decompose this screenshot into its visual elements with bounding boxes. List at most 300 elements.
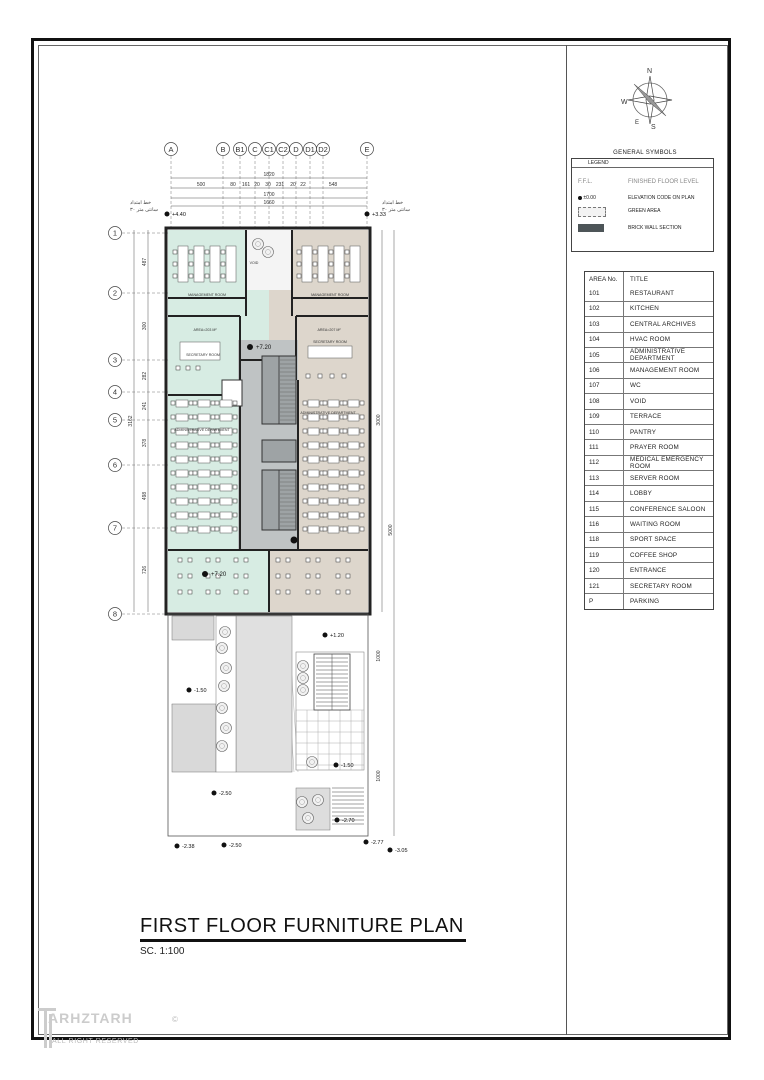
tree-symbol (303, 813, 314, 824)
chair (173, 274, 177, 278)
top-courtyard (246, 230, 292, 290)
desk (348, 442, 359, 449)
chair (189, 250, 193, 254)
chair (189, 527, 193, 531)
chair (205, 274, 209, 278)
chair (171, 527, 175, 531)
axis-bubble-3 (109, 354, 169, 367)
chair (323, 457, 327, 461)
chair (171, 401, 175, 405)
chair (360, 429, 364, 433)
chair (342, 374, 346, 378)
axis-bubble-8 (109, 608, 169, 621)
desk (176, 414, 188, 421)
dim-top-1: 500 (196, 182, 206, 188)
chair (178, 590, 182, 594)
chair (189, 485, 193, 489)
label-admin-right: ADMINISTRATIVE DEPARTMENT (300, 411, 356, 415)
chair (171, 415, 175, 419)
header-title: TITLE (630, 275, 649, 283)
chair (360, 401, 364, 405)
chair (189, 401, 193, 405)
svg-text:3000: 3000 (376, 414, 382, 426)
chair (221, 262, 225, 266)
chair (286, 590, 290, 594)
desk (220, 512, 232, 519)
chair (329, 250, 333, 254)
room-row (585, 347, 713, 362)
room-number: 104 (585, 332, 624, 347)
desk (328, 512, 339, 519)
svg-text:E: E (364, 145, 370, 154)
dim-top-total: 1820 (263, 172, 275, 178)
room-title: TERRACE (624, 409, 714, 424)
chair (234, 558, 238, 562)
chair (233, 527, 237, 531)
room-row (585, 486, 713, 501)
room-title: HVAC ROOM (624, 332, 714, 347)
chair (211, 499, 215, 503)
paving-block-3 (236, 616, 292, 772)
chair (188, 558, 192, 562)
room-title: PRAYER ROOM (624, 440, 714, 455)
desk (308, 346, 352, 358)
dim-top-11: 1660 (263, 200, 275, 206)
room-number: 108 (585, 394, 624, 409)
chair (297, 262, 301, 266)
desk (198, 512, 210, 519)
chair (313, 250, 317, 254)
chair (306, 558, 310, 562)
chair (193, 415, 197, 419)
room-row (585, 517, 713, 532)
annot-left-2: ۳۰ سانتی متر (130, 207, 158, 213)
desk (198, 470, 210, 477)
top-dimension-texts (197, 172, 338, 206)
label-area-left: AREA=203 M² (193, 328, 217, 332)
drawing-scale: SC. 1:100 (140, 946, 185, 957)
chair (316, 590, 320, 594)
logo-subtitle: ALL RIGHT RESERVED (52, 1038, 139, 1045)
room-title: KITCHEN (624, 301, 714, 316)
chair (323, 415, 327, 419)
chair (303, 429, 307, 433)
green-area-swatch (578, 207, 606, 217)
compass-s: S (651, 124, 656, 130)
svg-text:-2.77: -2.77 (371, 840, 384, 846)
chair (211, 401, 215, 405)
left-dimension-texts (128, 258, 148, 575)
tree-symbol (221, 663, 232, 674)
chair (303, 527, 307, 531)
chair (323, 471, 327, 475)
desk (348, 512, 359, 519)
chair (189, 443, 193, 447)
level-marker-top-left (165, 212, 186, 219)
chair (303, 513, 307, 517)
desk (328, 470, 339, 477)
desk (348, 526, 359, 533)
desk (176, 526, 188, 533)
svg-text:487: 487 (142, 257, 148, 267)
chair (234, 590, 238, 594)
desk (348, 414, 359, 421)
brick-wall-swatch (578, 224, 604, 232)
desk (328, 400, 339, 407)
chair (189, 499, 193, 503)
ffl-label: FINISHED FLOOR LEVEL (628, 179, 699, 185)
desk (220, 442, 232, 449)
chair (215, 415, 219, 419)
chair (318, 374, 322, 378)
svg-text:378: 378 (142, 438, 148, 448)
dim-top-6: 231 (275, 182, 285, 188)
chair (189, 457, 193, 461)
level-marker-core-bottom (291, 537, 298, 544)
chair (215, 471, 219, 475)
chair (211, 527, 215, 531)
desk (308, 456, 319, 463)
svg-text:C1: C1 (264, 145, 274, 154)
chair (206, 590, 210, 594)
svg-text:-1.50: -1.50 (341, 763, 354, 769)
svg-text:2: 2 (112, 288, 118, 298)
room-number: 110 (585, 424, 624, 439)
ffl-code: F.F.L. (578, 179, 593, 185)
chair (193, 471, 197, 475)
svg-text:4: 4 (112, 387, 118, 397)
chair (306, 590, 310, 594)
tree-symbol (298, 661, 309, 672)
axis-bubble-B (217, 143, 230, 229)
desk (220, 414, 232, 421)
level-marker-top-right (365, 212, 386, 219)
chair (193, 485, 197, 489)
axis-bubble-4 (109, 386, 169, 399)
dim-top-2: 80 (230, 182, 236, 188)
svg-text:D: D (293, 145, 299, 154)
chair (286, 574, 290, 578)
chair (215, 401, 219, 405)
room-title: PANTRY (624, 424, 714, 439)
desk (198, 442, 210, 449)
room-row (585, 394, 713, 409)
room-title: MEDICAL EMERGENCY ROOM (624, 455, 714, 470)
svg-text:241: 241 (142, 401, 148, 411)
desk (328, 498, 339, 505)
room-number: 106 (585, 363, 624, 378)
room-row (585, 378, 713, 393)
chair (303, 485, 307, 489)
desk (220, 470, 232, 477)
tree-symbol (220, 627, 231, 638)
svg-text:5000: 5000 (388, 524, 394, 536)
chair (211, 485, 215, 489)
desk (198, 484, 210, 491)
desk (308, 400, 319, 407)
chair (343, 485, 347, 489)
label-secretary-room-right: SECRETARY ROOM (313, 340, 347, 344)
svg-text:498: 498 (142, 491, 148, 501)
chair (343, 429, 347, 433)
axis-bubble-6 (109, 459, 169, 472)
chair (211, 513, 215, 517)
room-number: 120 (585, 563, 624, 578)
chair (346, 590, 350, 594)
room-title: MANAGEMENT ROOM (624, 363, 714, 378)
chair (323, 485, 327, 489)
chair (215, 457, 219, 461)
room-number: 107 (585, 378, 624, 393)
desk (198, 456, 210, 463)
chair (176, 366, 180, 370)
label-void: VOID (249, 261, 259, 265)
north-arrow (620, 64, 676, 130)
room-row (585, 286, 713, 301)
room-row (585, 317, 713, 332)
svg-text:6: 6 (112, 460, 118, 470)
chair (323, 401, 327, 405)
room-title: ENTRANCE (624, 563, 714, 578)
tree-symbol (307, 757, 318, 768)
chair (233, 457, 237, 461)
chair (233, 513, 237, 517)
svg-text:1000: 1000 (376, 650, 382, 662)
room-row (585, 455, 713, 470)
chair (313, 262, 317, 266)
room-title: CENTRAL ARCHIVES (624, 317, 714, 332)
svg-text:-1.50: -1.50 (194, 688, 207, 694)
chair (188, 574, 192, 578)
chair (193, 513, 197, 517)
tree-symbol (253, 239, 264, 250)
chair (216, 590, 220, 594)
desk (348, 470, 359, 477)
desk (308, 498, 319, 505)
paving-block-2 (172, 704, 216, 772)
dim-top-10: 1700 (263, 192, 275, 198)
desk (348, 484, 359, 491)
svg-text:-2.50: -2.50 (229, 843, 242, 849)
chair (303, 499, 307, 503)
desk (308, 428, 319, 435)
svg-text:-2.70: -2.70 (342, 818, 355, 824)
chair (171, 471, 175, 475)
desk (328, 442, 339, 449)
room-title: SPORT SPACE (624, 532, 714, 547)
room-row (585, 501, 713, 516)
svg-text:C: C (252, 145, 258, 154)
tree-symbol (217, 703, 228, 714)
chair (233, 429, 237, 433)
desk (308, 512, 319, 519)
elev-code: ±0.00 (583, 195, 596, 201)
axis-bubble-7 (109, 522, 169, 535)
desk (198, 498, 210, 505)
chair (244, 590, 248, 594)
svg-text:300: 300 (142, 321, 148, 331)
desk (328, 456, 339, 463)
chair (303, 401, 307, 405)
desk (220, 526, 232, 533)
chair (343, 513, 347, 517)
chair (360, 527, 364, 531)
label-management-room-right: MANAGEMENT ROOM (311, 293, 349, 297)
chair (215, 499, 219, 503)
tree-symbol (313, 795, 324, 806)
chair (211, 457, 215, 461)
chair (178, 574, 182, 578)
chair (189, 471, 193, 475)
chair (189, 415, 193, 419)
room-number: 101 (585, 286, 624, 301)
room-number: 116 (585, 517, 624, 532)
chair (205, 262, 209, 266)
chair (221, 250, 225, 254)
chair (215, 513, 219, 517)
axis-bubble-5 (109, 414, 169, 427)
room-row (585, 424, 713, 439)
desk (176, 456, 188, 463)
room-row (585, 563, 713, 578)
room-number: 109 (585, 409, 624, 424)
chair (330, 374, 334, 378)
svg-text:1000: 1000 (376, 770, 382, 782)
chair (343, 499, 347, 503)
room-number: 114 (585, 486, 624, 501)
chair (329, 262, 333, 266)
chair (313, 274, 317, 278)
chair (336, 590, 340, 594)
room-number: P (585, 594, 624, 609)
tree-symbol (297, 797, 308, 808)
row-axes (109, 227, 169, 621)
svg-text:C2: C2 (278, 145, 288, 154)
svg-text:7: 7 (112, 523, 118, 533)
dim-top-9: 548 (328, 182, 338, 188)
compass-e: E (635, 120, 640, 126)
chair (233, 401, 237, 405)
label-management-room-left: MANAGEMENT ROOM (188, 293, 226, 297)
chair (193, 457, 197, 461)
room-row (585, 578, 713, 593)
axis-bubble-2 (109, 287, 169, 300)
chair (323, 527, 327, 531)
svg-text:+3.33: +3.33 (372, 212, 386, 218)
brick-wall-label: BRICK WALL SECTION (628, 225, 682, 231)
chair (221, 274, 225, 278)
desk (226, 246, 236, 282)
desk (198, 400, 210, 407)
room-number: 102 (585, 301, 624, 316)
room-number: 113 (585, 471, 624, 486)
svg-text:B: B (220, 145, 226, 154)
room-title: RESTAURANT (624, 286, 714, 301)
chair (343, 457, 347, 461)
dim-top-4: 20 (254, 182, 260, 188)
svg-text:282: 282 (142, 371, 148, 381)
label-secretary-room-left: SECRETARY ROOM (186, 353, 220, 357)
chair (233, 499, 237, 503)
chair (171, 485, 175, 489)
chair (343, 401, 347, 405)
room-title: PARKING (630, 597, 660, 605)
room-row (585, 440, 713, 455)
chair (276, 590, 280, 594)
chair (323, 499, 327, 503)
chair (360, 457, 364, 461)
chair (360, 513, 364, 517)
elev-symbol (578, 195, 596, 201)
desk (198, 414, 210, 421)
desk (198, 526, 210, 533)
room-title: WC (624, 378, 714, 393)
chair (329, 274, 333, 278)
room-number: 121 (585, 578, 624, 593)
svg-text:5: 5 (112, 415, 118, 425)
annot-right-2: ۳۰ سانتی متر (382, 207, 410, 213)
desk (176, 442, 188, 449)
chair (276, 574, 280, 578)
desk (308, 414, 319, 421)
desk (176, 400, 188, 407)
chair (336, 574, 340, 578)
desk (328, 428, 339, 435)
axis-bubble-1 (109, 227, 169, 240)
desk (348, 400, 359, 407)
svg-text:B1: B1 (235, 145, 245, 154)
room-row (585, 532, 713, 547)
room-schedule (584, 271, 714, 610)
chair (186, 366, 190, 370)
chair (233, 443, 237, 447)
chair (360, 499, 364, 503)
tree-symbol (217, 741, 228, 752)
room-row (585, 548, 713, 563)
chair (234, 574, 238, 578)
room-number: 119 (585, 548, 624, 563)
room-number: 111 (585, 440, 624, 455)
svg-text:+1.20: +1.20 (330, 633, 344, 639)
desk (176, 512, 188, 519)
room-row (585, 332, 713, 347)
chair (215, 485, 219, 489)
chair (193, 527, 197, 531)
dim-top-7: 20 (290, 182, 296, 188)
copyright-icon: © (172, 1015, 178, 1024)
chair (303, 415, 307, 419)
desk (178, 246, 188, 282)
room-title: ADMINISTRATIVE DEPARTMENT (624, 347, 714, 362)
chair (360, 485, 364, 489)
chair (178, 558, 182, 562)
chair (193, 443, 197, 447)
compass-n: N (647, 68, 653, 75)
desk (318, 246, 328, 282)
chair (316, 558, 320, 562)
dim-top-5: 30 (265, 182, 271, 188)
chair (360, 471, 364, 475)
chair (360, 415, 364, 419)
elev-label: ELEVATION CODE ON PLAN (628, 195, 695, 201)
desk (308, 484, 319, 491)
tree-symbol (217, 643, 228, 654)
chair (244, 574, 248, 578)
chair (171, 443, 175, 447)
room-title: COFFEE SHOP (624, 548, 714, 563)
chair (286, 558, 290, 562)
paving-block-1 (172, 616, 214, 640)
